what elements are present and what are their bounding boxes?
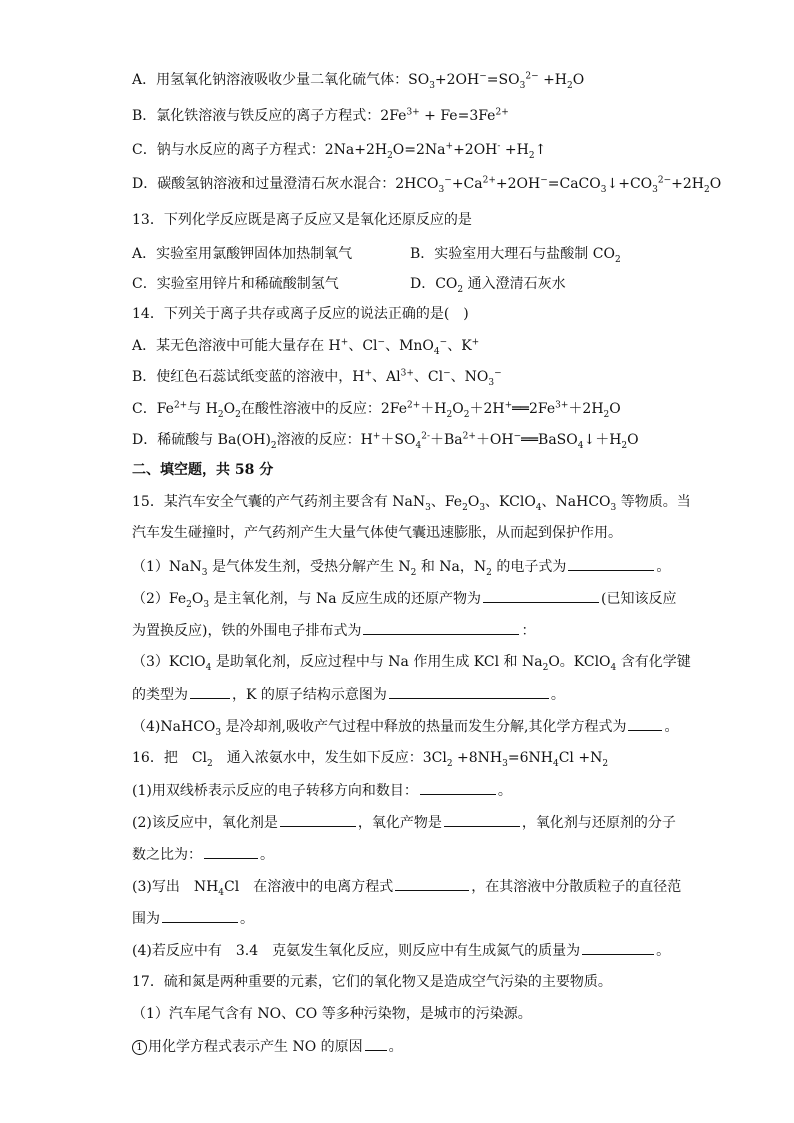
q16-part1: (1)用双线桥表示反应的电子转移方向和数目： 。 bbox=[132, 780, 512, 800]
answer-blank[interactable] bbox=[444, 812, 520, 827]
answer-blank[interactable] bbox=[582, 940, 654, 955]
q16-stem: 16．把 $Cl_2$ 通入浓氨水中，发生如下反应：$3Cl_2 +8NH_3=6NH_4Cl +N_2$ bbox=[132, 750, 609, 769]
q16-part2-cont: 数之比为： 。 bbox=[132, 844, 274, 864]
q13-stem: 13．下列化学反应既是离子反应又是氧化还原反应的是 bbox=[132, 212, 472, 228]
q12-option-b: B．氯化铁溶液与铁反应的离子方程式：$2Fe^{3+} + Fe=3Fe^{2+}$ bbox=[132, 107, 509, 124]
answer-blank[interactable] bbox=[420, 780, 496, 795]
answer-blank[interactable] bbox=[389, 684, 549, 699]
q15-part2-cont: 为置换反应)，铁的外围电子排布式为 ： bbox=[132, 620, 535, 640]
q17-part1-sub1: 1 用化学方程式表示产生 NO 的原因 。 bbox=[132, 1036, 403, 1056]
answer-blank[interactable] bbox=[162, 908, 238, 923]
answer-blank[interactable] bbox=[483, 588, 599, 603]
q12-option-a: A．用氢氧化钠溶液吸收少量二氧化硫气体：$SO_3+2OH^-=SO_3^{2-} +H_2O$ bbox=[132, 71, 585, 91]
answer-blank[interactable] bbox=[280, 812, 356, 827]
answer-blank[interactable] bbox=[190, 684, 230, 699]
q15-part4: （4)NaHCO$_3$ 是冷却剂,吸收产气过程中释放的热量而发生分解,其化学方程式为 。 bbox=[132, 716, 678, 736]
q13-option-b: B．实验室用大理石与盐酸制 $CO_2$ bbox=[410, 246, 621, 265]
q15-stem: 15．某汽车安全气囊的产气药剂主要含有 NaN$_3$、$Fe_2O_3$、KClO$_4$、NaHCO$_3$ 等物质。当 bbox=[132, 494, 691, 513]
answer-blank[interactable] bbox=[365, 1036, 387, 1051]
q13-option-d: D．$CO_2$ 通入澄清石灰水 bbox=[410, 276, 566, 295]
answer-blank[interactable] bbox=[204, 844, 258, 859]
q14-option-a: A．某无色溶液中可能大量存在 H+、Cl−、MnO$_4$−、K+ bbox=[132, 337, 480, 357]
answer-blank[interactable] bbox=[363, 620, 519, 635]
section-heading: 二、填空题，共 58 分 bbox=[132, 462, 274, 478]
answer-blank[interactable] bbox=[568, 556, 654, 571]
q17-stem: 17．硫和氮是两种重要的元素，它们的氧化物又是造成空气污染的主要物质。 bbox=[132, 974, 612, 990]
q16-part2: (2)该反应中，氧化剂是 ，氧化产物是 ，氧化剂与还原剂的分子 bbox=[132, 812, 676, 832]
circled-number-1: 1 bbox=[132, 1040, 147, 1055]
q14-option-c: C．$Fe^{2+}$与 $H_2O_2$在酸性溶液中的反应：$2Fe^{2+}+H_2O_2+2H^+══2Fe^{3+}+2H_2O$ bbox=[132, 400, 621, 420]
q16-part3-cont: 围为 。 bbox=[132, 908, 254, 928]
answer-blank[interactable] bbox=[628, 716, 662, 731]
q15-part3-cont: 的类型为 ，K 的原子结构示意图为 。 bbox=[132, 684, 565, 704]
q14-option-b: B．使红色石蕊试纸变蓝的溶液中，H+、$Al^{3+}$、Cl−、$NO_3^-$ bbox=[132, 368, 502, 388]
q16-part3: (3)写出 $NH_4Cl$ 在溶液中的电离方程式 ，在其溶液中分散质粒子的直径范 bbox=[132, 876, 681, 896]
q13-option-c: C．实验室用锌片和稀硫酸制氢气 bbox=[132, 276, 339, 292]
q14-option-d: D．稀硫酸与 $Ba(OH)_2$溶液的反应：$H^++SO_4^{2-}+Ba^{2+}+OH^-══BaSO_4↓+H_2O$ bbox=[132, 431, 639, 451]
answer-blank[interactable] bbox=[395, 876, 469, 891]
q12-option-d: D．碳酸氢钠溶液和过量澄清石灰水混合：$2HCO_3^-+Ca^{2+}+2OH^-=CaCO_3↓+CO_3^{2-}+2H_2O$ bbox=[132, 175, 722, 195]
q16-part4: (4)若反应中有 3.4 克氨发生氧化反应，则反应中有生成氮气的质量为 。 bbox=[132, 940, 670, 960]
q15-stem-cont: 汽车发生碰撞时，产气药剂产生大量气体使气囊迅速膨胀，从而起到保护作用。 bbox=[132, 525, 622, 541]
q12-option-c: C．钠与水反应的离子方程式：$2Na+2H_2O=2Na^++2OH^-$ $+H_2↑$ bbox=[132, 141, 547, 161]
q15-part3: （3）KClO$_4$ 是助氧化剂，反应过程中与 Na 作用生成 KCl 和 $Na_2O$。KClO$_4$ 含有化学键 bbox=[132, 654, 691, 673]
q17-part1: （1）汽车尾气含有 NO、CO 等多种污染物，是城市的污染源。 bbox=[132, 1006, 532, 1022]
q14-stem: 14．下列关于离子共存或离子反应的说法正确的是( ) bbox=[132, 306, 469, 322]
q15-part1: （1）NaN$_3$ 是气体发生剂，受热分解产生 $N_2$ 和 Na，$N_2$ 的电子式为 。 bbox=[132, 556, 670, 576]
q13-option-a: A．实验室用氯酸钾固体加热制氧气 bbox=[132, 246, 353, 262]
q15-part2: $(2)Fe_2O_3$ 是主氧化剂，与 Na 反应生成的还原产物为 (已知该反应 bbox=[132, 588, 677, 608]
